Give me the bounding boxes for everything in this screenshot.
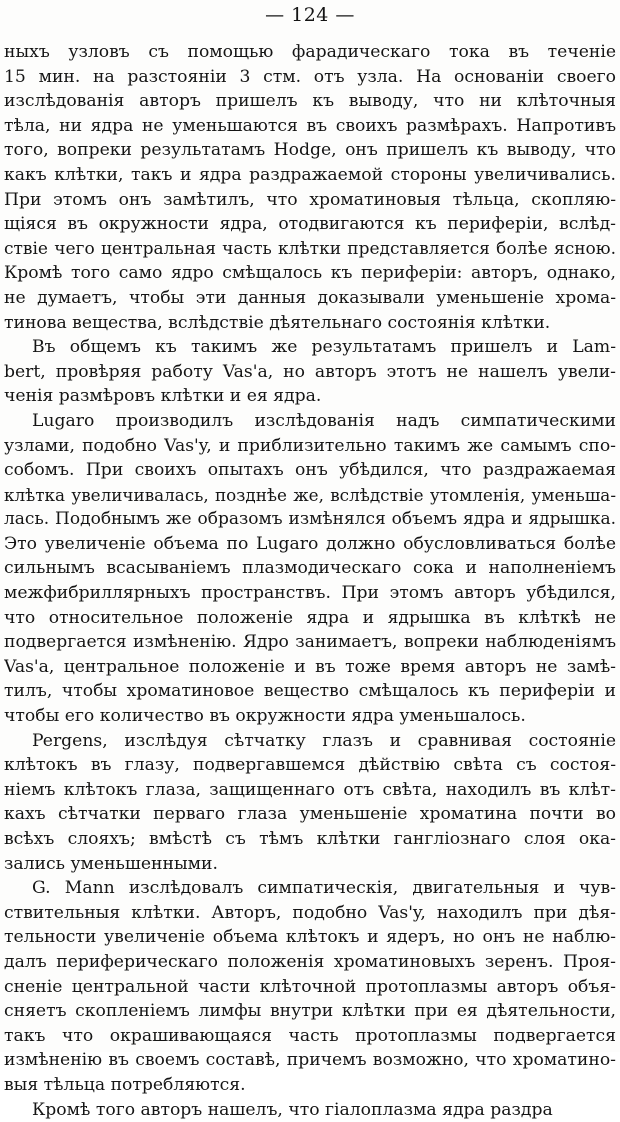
text-line: измѣненію въ своемъ составѣ, причемъ возможно, что хроматино- xyxy=(4,1050,616,1071)
text-line: Pergens, изслѣдуя сѣтчатку глазъ и сравнивая состояніе xyxy=(32,730,616,751)
text-line: тилъ, чтобы хроматиновое вещество смѣщалось къ периферіи и xyxy=(4,681,616,702)
text-line: сильнымъ всасываніемъ плазмодическаго сока и наполненіемъ xyxy=(4,558,616,579)
text-line: Lugaro производилъ изслѣдованія надъ симпатическими xyxy=(32,410,616,431)
text-line: 15 мин. на разстояніи 3 стм. отъ узла. На основаніи своего xyxy=(4,66,616,87)
text-line: кахъ сѣтчатки перваго глаза уменьшеніе хроматина почти во xyxy=(4,804,616,825)
text-line: что относительное положеніе ядра и ядрышка въ клѣткѣ не xyxy=(4,607,616,628)
text-line: межфибриллярныхъ пространствъ. При этомъ авторъ убѣдился, xyxy=(4,583,616,604)
text-line: щіяся въ окружности ядра, отодвигаются къ периферіи, вслѣд- xyxy=(4,214,616,235)
text-line: зались уменьшенными. xyxy=(4,853,218,874)
paragraph-6 xyxy=(4,1098,616,1122)
text-line: ніемъ клѣтокъ глаза, защищеннаго отъ свѣта, находилъ въ клѣт- xyxy=(4,779,616,800)
text-line: Vas'a, центральное положеніе и въ тоже время авторъ не замѣ- xyxy=(4,656,616,677)
text-line: Кромѣ того авторъ нашелъ, что гіалоплазма ядра раздра xyxy=(32,1099,553,1120)
text-line: далъ периферическаго положенія хроматиновыхъ зеренъ. Проя- xyxy=(4,951,616,972)
text-line: ствіе чего центральная часть клѣтки представляется болѣе ясною. xyxy=(4,238,616,259)
paragraph-2 xyxy=(4,335,616,409)
paragraph-5 xyxy=(4,876,616,1097)
text-line: собомъ. При своихъ опытахъ онъ убѣдился, что раздражаемая xyxy=(4,460,616,481)
text-line: сненіе центральной части клѣточной протоплазмы авторъ объя- xyxy=(4,976,616,997)
text-line: Кромѣ того само ядро смѣщалось къ периферіи: авторъ, однако, xyxy=(4,263,616,284)
text-line: такъ что окрашивающаяся часть протоплазмы подвергается xyxy=(4,1025,616,1046)
body-text xyxy=(4,40,616,1122)
text-line: клѣтка увеличивалась, позднѣе же, вслѣдствіе утомленія, уменьша- xyxy=(4,484,616,505)
text-line: bert, провѣряя работу Vas'a, но авторъ этотъ не нашелъ увели- xyxy=(4,361,616,382)
text-line: выя тѣльца потребляются. xyxy=(4,1074,246,1095)
text-line: подвергается измѣненію. Ядро занимаетъ, вопреки наблюденіямъ xyxy=(4,632,616,653)
text-line: тинова вещества, вслѣдствіе дѣятельнаго состоянія клѣтки. xyxy=(4,312,551,333)
text-line: чтобы его количество въ окружности ядра уменьшалось. xyxy=(4,706,526,727)
text-line: ствительныя клѣтки. Авторъ, подобно Vas'y, находилъ при дѣя- xyxy=(4,902,616,923)
paragraph-4 xyxy=(4,729,616,877)
text-line: изслѣдованія авторъ пришелъ къ выводу, что ни клѣточныя xyxy=(4,91,616,112)
text-line: всѣхъ слояхъ; вмѣстѣ съ тѣмъ клѣтки гангліознаго слоя ока- xyxy=(4,829,616,849)
text-line: какъ клѣтки, такъ и ядра раздражаемой стороны увеличивались. xyxy=(4,164,616,185)
text-line: тельности увеличеніе объема клѣтокъ и ядеръ, но онъ не наблю- xyxy=(4,927,616,948)
text-line: Въ общемъ къ такимъ же результатамъ пришелъ и Lam- xyxy=(32,337,616,358)
text-line: клѣтокъ въ глазу, подвергавшемся дѣйствію свѣта съ состоя- xyxy=(4,755,616,776)
paragraph-1 xyxy=(4,40,616,335)
text-line: При этомъ онъ замѣтилъ, что хроматиновыя тѣльца, скопляю- xyxy=(4,189,616,210)
text-line: лась. Подобнымъ же образомъ измѣнялся объемъ ядра и ядрышка. xyxy=(4,509,616,530)
text-line: ченія размѣровъ клѣтки и ея ядра. xyxy=(4,386,322,407)
text-line: ныхъ узловъ съ помощью фарадическаго тока въ теченіе xyxy=(4,42,616,62)
text-line: сняетъ скопленіемъ лимфы внутри клѣтки при ея дѣятельности, xyxy=(4,1001,616,1022)
text-line: Это увеличеніе объема по Lugaro должно обусловливаться болѣе xyxy=(4,533,616,554)
text-line: тѣла, ни ядра не уменьшаются въ своихъ размѣрахъ. Напротивъ xyxy=(4,115,616,136)
text-line: не думаетъ, чтобы эти данныя доказывали уменьшеніе хрома- xyxy=(4,287,616,308)
text-line: G. Mann изслѣдовалъ симпатическія, двигательныя и чув- xyxy=(32,878,616,899)
page-number: — 124 — xyxy=(265,4,355,26)
text-line: узлами, подобно Vas'y, и приблизительно такимъ же самымъ спо- xyxy=(4,435,616,456)
text-line: того, вопреки результатамъ Hodge, онъ пришелъ къ выводу, что xyxy=(4,140,616,161)
paragraph-3 xyxy=(4,409,616,729)
